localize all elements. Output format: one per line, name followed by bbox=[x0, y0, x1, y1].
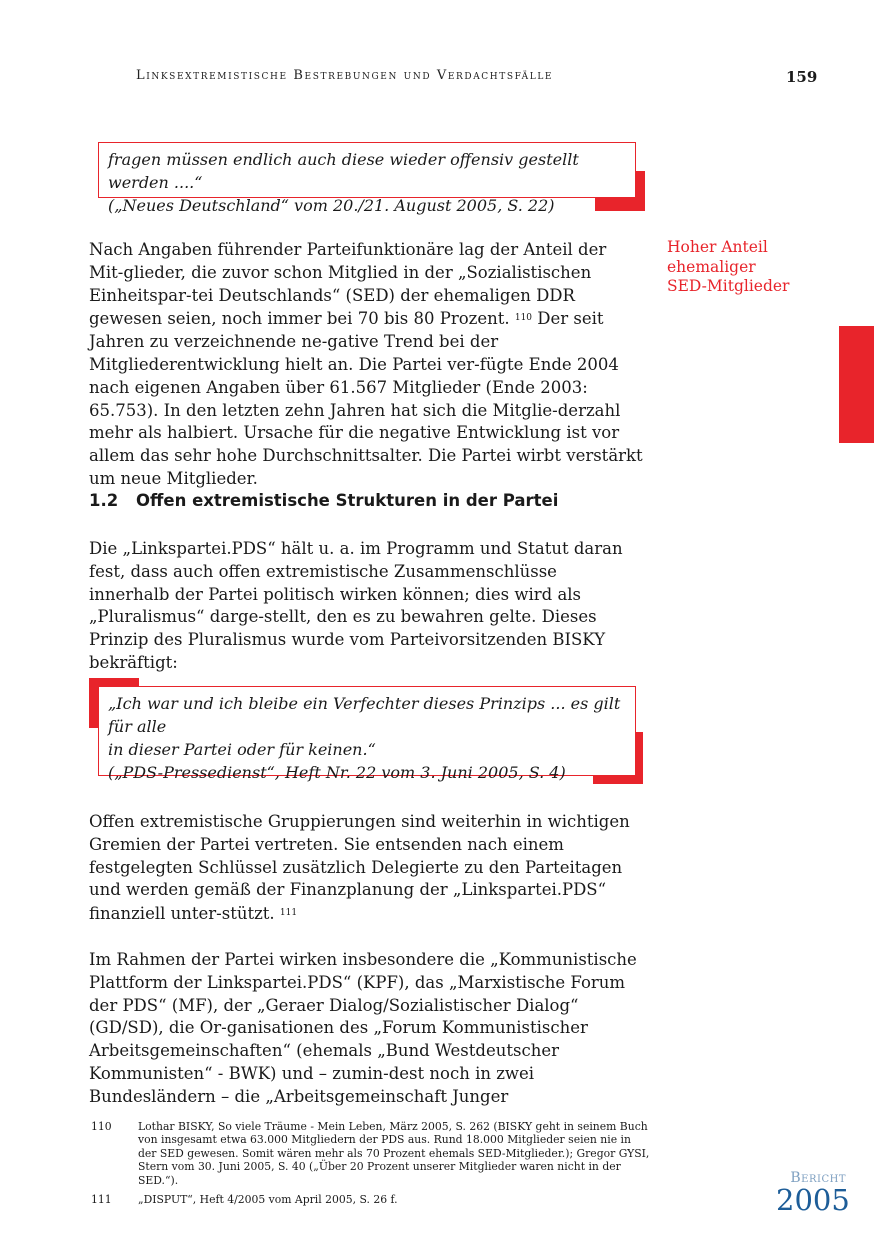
margin-note-line: Hoher Anteil bbox=[667, 238, 768, 256]
paragraph-text: Offen extremistische Gruppierungen sind weiterhin in wichtigen Gremien der Partei vertreten. Sie entsenden nach einem festgelegten Schlüssel zusätzlich Delegierte zu den Parteitagen und werden gemäß der Finanzplanung der „Linkspartei.PDS“ finanziell unter-stützt. bbox=[89, 812, 630, 924]
quote-line: „Ich war und ich bleibe ein Verfechter dieses Prinzips ... es gilt für alle bbox=[108, 694, 621, 736]
quote-line: in dieser Partei oder für keinen.“ bbox=[108, 740, 376, 759]
footnote-110 bbox=[91, 1120, 651, 1187]
footnote-text: „DISPUT“, Heft 4/2005 vom April 2005, S. 26 f. bbox=[138, 1193, 398, 1207]
footnote-reference[interactable]: 110 bbox=[514, 313, 533, 324]
quote-box-bisky bbox=[98, 686, 636, 782]
paragraph-text: Der seit Jahren zu verzeichnende ne-gative Trend bei der Mitgliederentwicklung hielt an. Die Partei ver-fügte Ende 2004 nach eigenen Angaben über 61.567 Mitglieder (Ende 2003: 65.753). In den letzten zehn Jahren hat sich die Mitglie-derzahl mehr als halbiert. Ursache für die negative Entwicklung ist vor allem das sehr hohe Durchschnittsalter. Die Partei wirbt verstärkt um neue Mitglieder. bbox=[89, 309, 643, 488]
chapter-tab-marker bbox=[839, 326, 874, 443]
section-heading bbox=[89, 491, 558, 510]
margin-note-line: ehemaliger bbox=[667, 257, 756, 276]
brand-year: 2005 bbox=[776, 1183, 850, 1217]
paragraph-text: Nach Angaben führender Parteifunktionäre lag der Anteil der Mit-glieder, die zuvor schon Mitglied in der „Sozialistischen Einheitspar-tei Deutschlands“ (SED) der ehemaligen DDR gewesen seien, noch immer bei 70 bis 80 Prozent. bbox=[89, 240, 607, 329]
footnotes bbox=[91, 1120, 651, 1206]
quote-source: („Neues Deutschland“ vom 20./21. August 2005, S. 22) bbox=[108, 196, 555, 215]
footnote-text: Lothar BISKY, So viele Träume - Mein Leben, März 2005, S. 262 (BISKY geht in seinem Buch von insgesamt etwa 63.000 Mitgliedern der PDS aus. Rund 18.000 Mitglieder seien nie in der SED gewesen. Somit wären mehr als 70 Prozent ehemals SED-Mitglieder.); Gregor GYSI, Stern vom 30. Juni 2005, S. 40 („Über 20 Prozent unserer Mitglieder waren nicht in der SED.“). bbox=[138, 1120, 650, 1187]
running-header-title: Linksextremistische Bestrebungen und Verdachtsfälle bbox=[136, 68, 554, 83]
margin-note bbox=[667, 238, 817, 297]
footnote-111 bbox=[91, 1193, 651, 1206]
paragraph-groupings bbox=[89, 811, 647, 926]
report-brand-mark bbox=[776, 1170, 850, 1217]
page-number: 159 bbox=[786, 68, 818, 86]
paragraph-pluralism: Die „Linkspartei.PDS“ hält u. a. im Programm und Statut daran fest, dass auch offen extremistische Zusammenschlüsse innerhalb der Partei politisch wirken können; dies wird als „Pluralismus“ darge-stellt, den es zu bewahren gelte. Dieses Prinzip des Pluralismus wurde vom Parteivorsitzenden BISKY bekräftigt: bbox=[89, 539, 623, 672]
footnote-reference[interactable]: 111 bbox=[279, 908, 298, 919]
section-number: 1.2 bbox=[89, 491, 119, 510]
footnote-number: 111 bbox=[91, 1193, 112, 1207]
brand-word: Bericht bbox=[790, 1170, 846, 1186]
quote-source: („PDS-Pressedienst“, Heft Nr. 22 vom 3. Juni 2005, S. 4) bbox=[108, 763, 566, 782]
margin-note-line: SED-Mitglieder bbox=[667, 277, 790, 295]
paragraph-organisations: Im Rahmen der Partei wirken insbesondere die „Kommunistische Plattform der Linkspartei.PDS“ (KPF), das „Marxistische Forum der PDS“ (MF), der „Geraer Dialog/Sozialistischer Dialog“ (GD/SD), die Or-ganisationen des „Forum Kommunistischer Arbeitsgemeinschaften“ (ehemals „Bund Westdeutscher Kommunisten“ - BWK) und – zumin-dest noch in zwei Bundesländern – die „Arbeitsgemeinschaft Junger bbox=[89, 950, 637, 1106]
section-title: Offen extremistische Strukturen in der Partei bbox=[136, 491, 559, 510]
quote-box-neues-deutschland bbox=[98, 142, 636, 215]
paragraph-membership bbox=[89, 239, 645, 491]
quote-line: fragen müssen endlich auch diese wieder offensiv gestellt werden ....“ bbox=[108, 150, 579, 192]
footnote-number: 110 bbox=[91, 1120, 112, 1133]
